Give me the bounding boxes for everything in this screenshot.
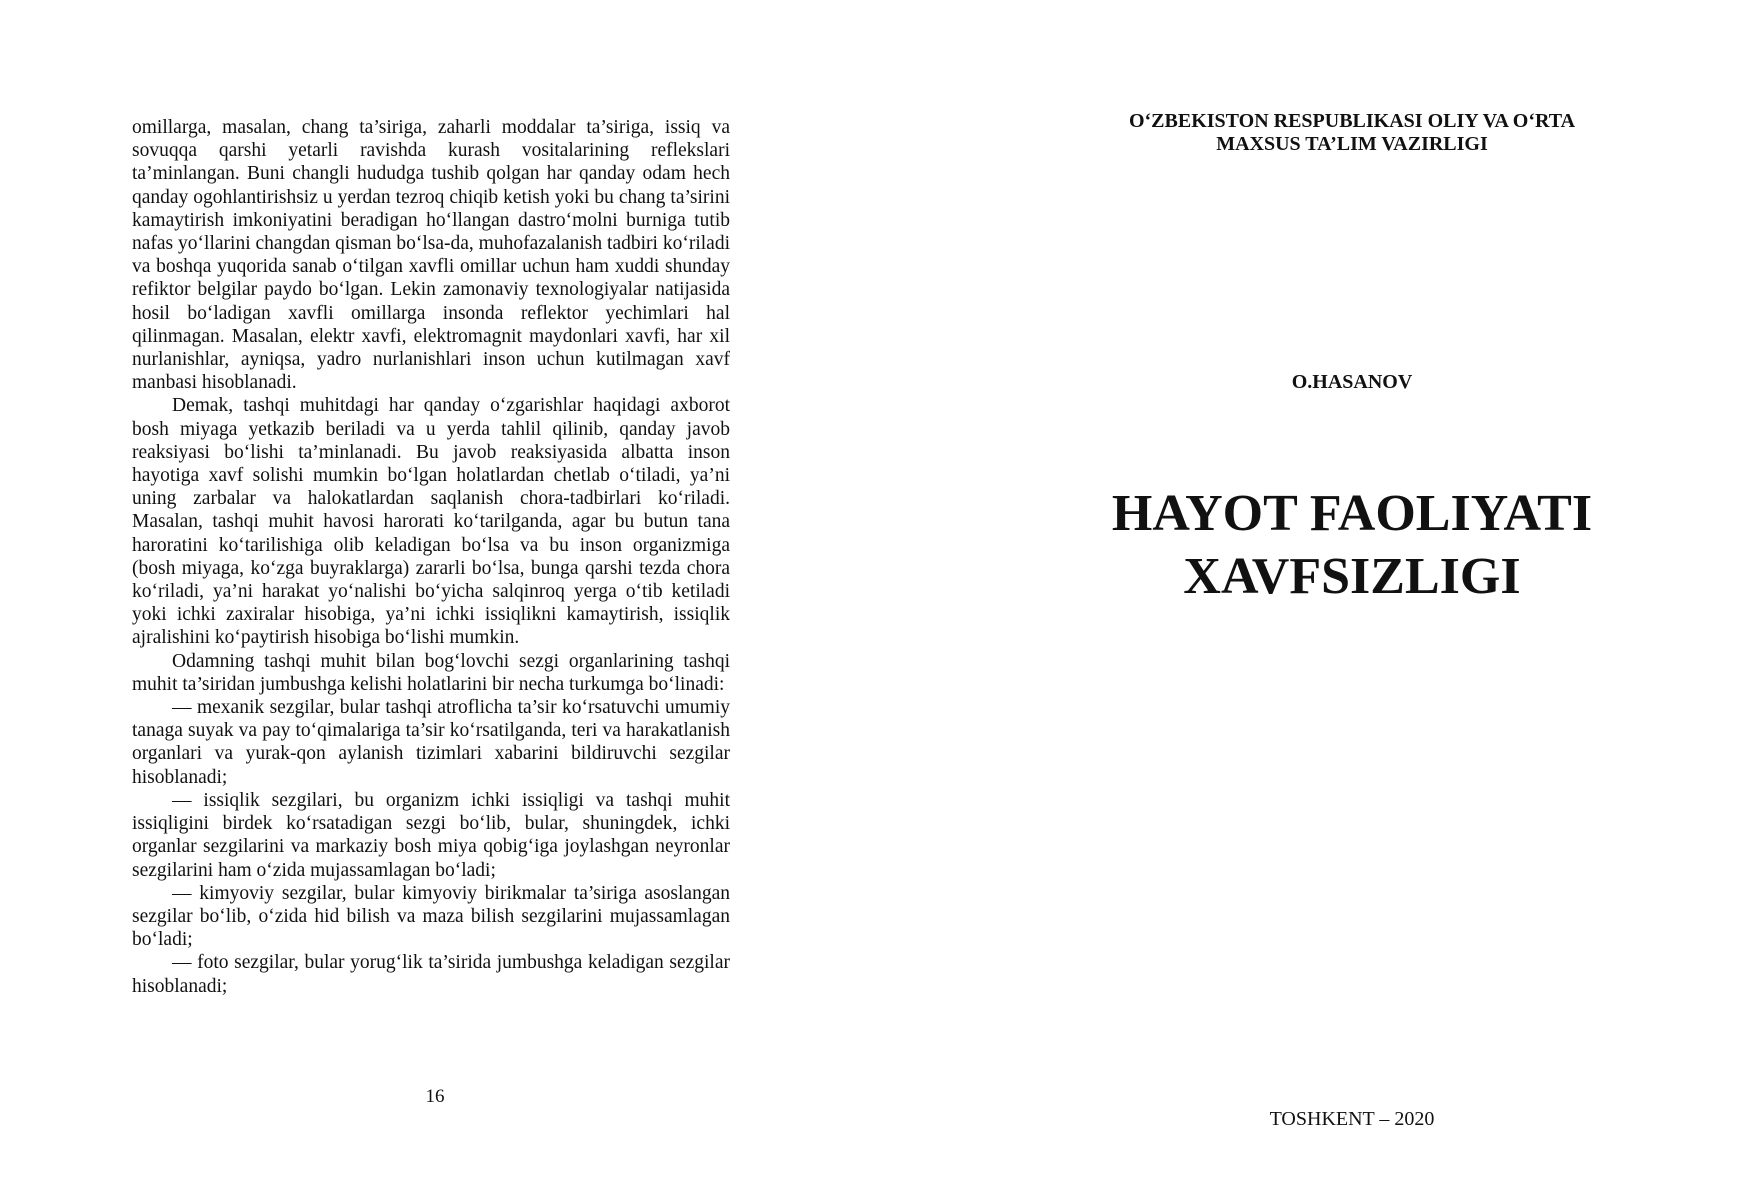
ministry-line-2: MAXSUS TA’LIM VAZIRLIGI [1216,133,1488,155]
ministry-header [1082,110,1622,156]
title-line-1: HAYOT FAOLIYATI [1111,485,1593,542]
city-year: TOSHKENT – 2020 [1269,1108,1435,1130]
ministry-line-1: O‘ZBEKISTON RESPUBLIKASI OLIY VA O‘RTA [1128,110,1576,132]
title-line-2: XAVFSIZLIGI [1183,548,1521,605]
list-item-mechanical: — mexanik sezgilar, bular tashqi atroflicha ta’sir ko‘rsatuvchi umumiy tanaga suyak va pay to‘qimalariga ta’sir ko‘rsatilganda, teri va harakatlanish organlari va yurak-qon aylanish tizimlari xabarini bildiruvchi sezgilar hisoblanadi; [132,697,730,788]
paragraph-3: Odamning tashqi muhit bilan bog‘lovchi sezgi organlarining tashqi muhit ta’siridan jumbushga kelishi holatlarini bir necha turkumga bo‘linadi: [132,650,730,695]
list-item-thermal: — issiqlik sezgilari, bu organizm ichki issiqligi va tashqi muhit issiqligini birdek ko‘rsatadigan sezgi bo‘lib, bular, shuningdek, ichki organlar sezgilarini va markaziy bosh miya qobig‘iga joylashgan neyronlar sezgilarini ham o‘zida mujassamlagan bo‘ladi; [132,789,730,881]
author-name: O.HASANOV [1291,371,1413,393]
paragraph-2: Demak, tashqi muhitdagi har qanday o‘zgarishlar haqidagi axborot bosh miyaga yetkazib beriladi va u yerda tahlil qilinib, qanday javob reaksiyasi bo‘lishi ta’minlanadi. Bu javob reaksiyasida albatta inson hayotiga xavf solishi mumkin bo‘lgan holatlardan chetlab o‘tiladi, ya’ni uning zarbalar va halokatlardan saqlanish chora-tadbirlari ko‘riladi. Masalan, tashqi muhit havosi harorati ko‘tarilganda, agar bu butun tana haroratini ko‘tarilishiga olib keladigan bo‘lsa va bu inson organizmiga (bosh miyaga, ko‘zga buyraklarga) zararli bo‘lsa, bunga qarshi tezda chora ko‘riladi, ya’ni harakat yo‘nalishi bo‘yicha salqinroq yerga o‘tib ketiladi yoki ichki zaxiralar hisobiga, ya’ni ichki issiqlikni kamaytirish, issiqlik ajralishini ko‘paytirish hisobiga bo‘lishi mumkin. [132,395,730,649]
paragraph-1: omillarga, masalan, chang ta’siriga, zaharli moddalar ta’siriga, issiq va sovuqqa qarshi yetarli ravishda kurash vositalarining reflekslari ta’minlangan. Buni changli hududga tushib qolgan har qanday odam hech qanday ogohlantirishsiz u yerdan tezroq chiqib ketish yoki bu chang ta’sirini kamaytirish imkoniyatini beradigan ho‘llangan dastro‘molni burniga tutib nafas yo‘llarini changdan qisman bo‘lsa-da, muhofazalanish tadbiri ko‘riladi va boshqa yuqorida sanab o‘tilgan xavfli omillar uchun ham xuddi shunday refiktor belgilar paydo bo‘lgan. Lekin zamonaviy texnologiyalar natijasida hosil bo‘ladigan xavfli omillarga insonda reflektor yechimlari hal qilinmagan. Masalan, elektr xavfi, elektromagnit maydonlari xavfi, har xil nurlanishlar, ayniqsa, yadro nurlanishlari inson uchun kutilmagan xavf manbasi hisoblanadi. [132,117,730,394]
list-item-photo: — foto sezgilar, bular yorug‘lik ta’sirida jumbushga keladigan sezgilar hisoblanadi; [132,952,730,997]
list-item-chemical: — kimyoviy sezgilar, bular kimyoviy birikmalar ta’siriga asoslangan sezgilar bo‘lib, o‘zida hid bilish va maza bilish sezgilarini mujassamlagan bo‘ladi; [132,882,730,951]
left-page-text [132,116,730,998]
page-number: 16 [425,1086,445,1107]
book-title [1072,482,1632,608]
